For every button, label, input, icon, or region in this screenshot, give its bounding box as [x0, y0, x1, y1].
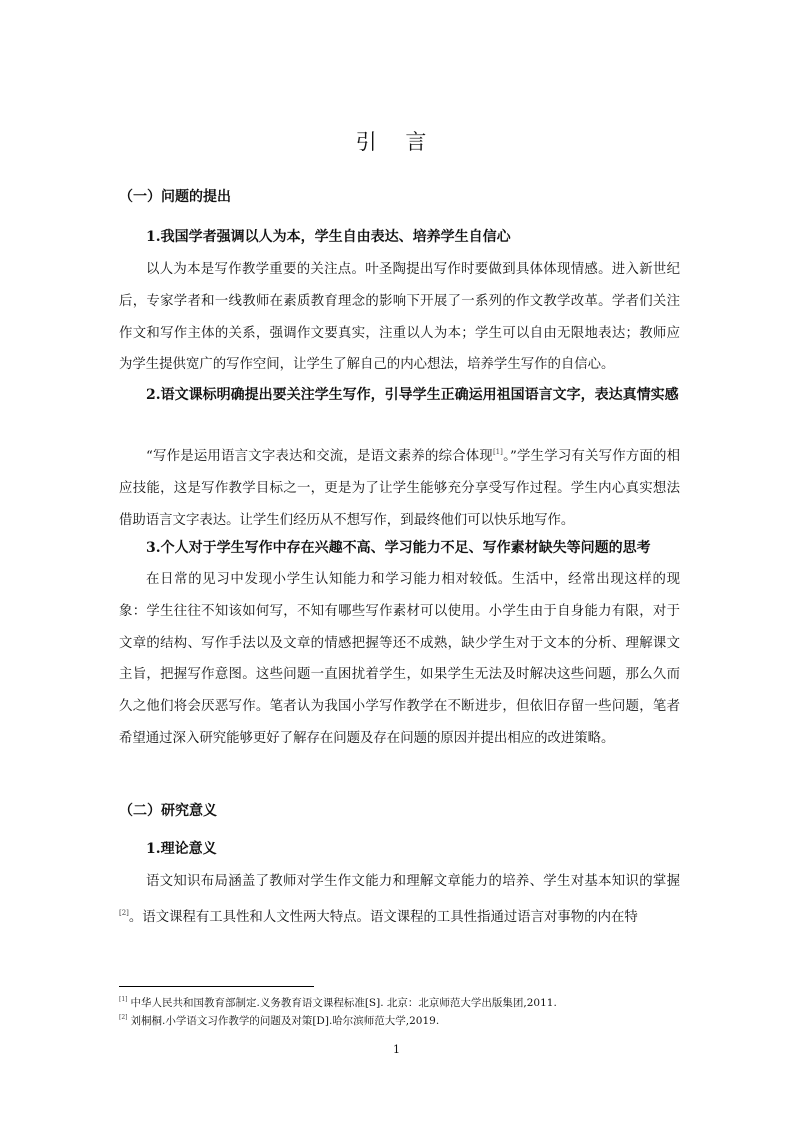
paragraph-2-part-1: “写作是运用语言文字表达和交流，是语文素养的综合体现 [146, 449, 493, 464]
footnote-2-mark: [2] [119, 1014, 128, 1021]
page-title: 引 言 [355, 130, 438, 154]
subsection-heading-1: 1.我国学者强调以人为本，学生自由表达、培养学生自信心 [146, 229, 511, 245]
footnote-divider [119, 986, 314, 987]
footnote-1-text: 中华人民共和国教育部制定.义务教育语文课程标准[S]. 北京：北京师范大学出版集团,2011. [130, 997, 557, 1009]
footnote-ref-2: [2] [119, 908, 129, 917]
paragraph-4-part-2: 。语文课程有工具性和人文性两大特点。语文课程的工具性指通过语言对事物的内在特 [128, 909, 638, 925]
section-heading-problem: （一）问题的提出 [119, 189, 231, 205]
footnote-2-text: 刘桐桐.小学语文习作教学的问题及对策[D].哈尔滨师范大学,2019. [130, 1015, 440, 1027]
subsection-heading-3: 3.个人对于学生写作中存在兴趣不高、学习能力不足、写作素材缺失等问题的思考 [146, 540, 651, 556]
footnote-2 [119, 1010, 439, 1029]
footnote-1-mark: [1] [119, 996, 128, 1003]
footnote-ref-1: [1] [492, 448, 503, 456]
page-number: 1 [393, 1043, 400, 1056]
paragraph-4 [119, 866, 680, 934]
section-heading-significance: （二）研究意义 [119, 803, 217, 819]
paragraph-2-part-2: 。”学生学习有关写作方面的相应技能，这是写作教学目标之一，更是为了让学生能够充分享受写作过程。学生内心真实想法借助语言文字表达。让学生们经历从不想写作，到最终他们可以快乐地写作。 [119, 449, 680, 528]
subsection-heading-theory: 1.理论意义 [146, 841, 217, 857]
paragraph-4-part-1: 语文知识布局涵盖了教师对学生作文能力和理解文章能力的培养、学生对基本知识的掌握 [146, 874, 680, 889]
paragraph-3: 在日常的见习中发现小学生认知能力和学习能力相对较低。生活中，经常出现这样的现象：学生往往不知该如何写，不知有哪些写作素材可以使用。小学生由于自身能力有限，对于文章的结构、写作手法以及文章的情感把握等还不成熟，缺少学生对于文本的分析、理解课文主旨，把握写作意图。这些问题一直困扰着学生，如果学生无法及时解决这些问题，那么久而久之他们将会厌恶写作。笔者认为我国小学写作教学在不断进步，但依旧存留一些问题，笔者希望通过深入研究能够更好了解存在问题及存在问题的原因并提出相应的改进策略。 [119, 572, 680, 746]
footnote-1 [119, 992, 557, 1011]
paragraph-1: 以人为本是写作教学重要的关注点。叶圣陶提出写作时要做到具体体现情感。进入新世纪后，专家学者和一线教师在素质教育理念的影响下开展了一系列的作文教学改革。学者们关注作文和写作主体的关系，强调作文要真实，注重以人为本；学生可以自由无限地表达；教师应为学生提供宽广的写作空间，让学生了解自己的内心想法，培养学生写作的自信心。 [119, 262, 680, 373]
paragraph-2 [119, 437, 680, 536]
subsection-heading-2: 2.语文课标明确提出要关注学生写作，引导学生正确运用祖国语言文字，表达真情实感 [146, 387, 679, 403]
